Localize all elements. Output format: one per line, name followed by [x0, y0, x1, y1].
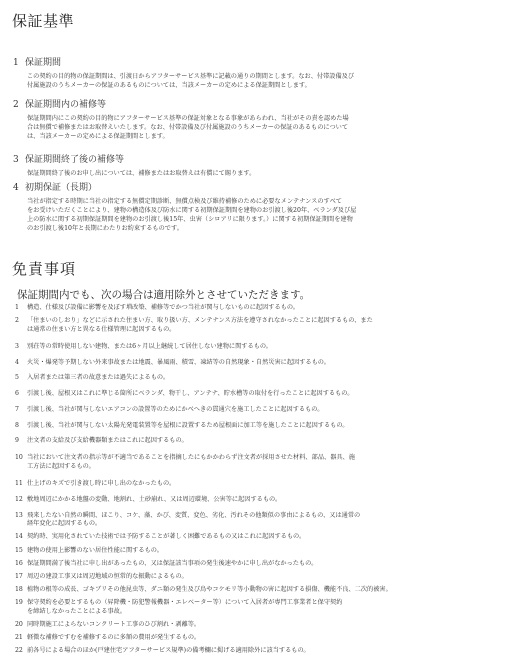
exemption-text: 仕上げのキズで引き渡し時に申し出のなかったもの。 — [27, 480, 176, 488]
exemption-item — [15, 390, 520, 399]
section-number: 2 — [13, 100, 19, 110]
exemption-text: 構造、仕様及び設備に影響を及ぼす増改築、補修等でかつ当社が関与しないものに起因するもの。 — [27, 304, 299, 311]
exemption-text: 同時期施工によらないコンクリート工事のひび割れ・剥離等。 — [27, 621, 201, 629]
exemption-number: 15 — [15, 546, 23, 554]
exemption-item — [15, 647, 520, 656]
exemption-item — [15, 422, 520, 431]
section-number: 1 — [13, 58, 19, 68]
exemption-number: 7 — [15, 405, 19, 413]
exemption-item — [15, 533, 520, 542]
exemption-number: 4 — [15, 358, 19, 366]
exemption-number: 6 — [15, 390, 19, 398]
exemption-number: 18 — [15, 586, 23, 594]
exemption-number: 14 — [15, 533, 23, 541]
exemption-item — [15, 496, 520, 505]
section-heading — [13, 183, 518, 194]
exemption-item — [15, 343, 520, 352]
exemption-text: 敷地周辺にかかる地盤の変動、地割れ、土砂崩れ、又は周辺環境、公害等に起因するもの。 — [27, 495, 282, 503]
section-body: この契約の目的物の保証期間は、引渡日からアフターサービス基準に記載の通りの期間とします。なお、付帯設備及び 付属施設のうちメーカーの保証のあるものについては、当該メーカーの定めによる保証期間とします。 — [27, 73, 355, 89]
exemption-item — [15, 454, 520, 471]
exemption-text: 注文者の支給及び支給機器類またはこれに起因するもの。 — [27, 437, 188, 445]
exemption-number: 3 — [15, 342, 19, 350]
section-number: 4 — [13, 183, 19, 193]
section-heading — [13, 155, 518, 166]
exemption-item — [15, 374, 520, 383]
exemption-text: 建物の使用上影響のない居住性能に関するもの。 — [27, 546, 163, 554]
exemptions-list — [15, 304, 520, 656]
section-title: 保証期間 — [25, 58, 62, 68]
exemption-text: 火災・爆発等予期しない外来事故または地震、暴風雨、積雪、凍結等の自然現象・自然災害に起因するもの。 — [27, 358, 330, 366]
exemptions-intro: 保証期間内でも、次の場合は適用除外とさせていただきます。 — [17, 289, 311, 301]
exemption-number: 19 — [15, 599, 23, 607]
exemption-item — [15, 480, 520, 489]
exemption-item — [15, 599, 520, 616]
exemption-item — [15, 573, 520, 582]
section-body: 当社が指定する時期に当社の指定する無償定期診断、無償点検及び維持補修のために必要なメンテナンスのすべて をお受けいただくことにより、建物の構造体及び防水に関する初期保証期間を建物のお引渡し後20年、ベランダ及び屋 上の防水に関する初期保証期間を建物のお引渡し後15年、虫害（シロアリに限ります。）に関する初期保証期間を建物 のお引渡し後10年と長期にわたりお約束するものです。 — [27, 198, 357, 232]
section-title: 保証期間終了後の補修等 — [25, 155, 125, 165]
exemption-text: 軽微な補修ですむを補修するのに多額の費用が発生するもの。 — [27, 634, 201, 642]
exemption-item — [15, 547, 520, 556]
exemption-number: 9 — [15, 437, 19, 445]
exemption-item — [15, 634, 520, 643]
section-repair-within-period — [13, 100, 518, 141]
exemption-number: 5 — [15, 374, 19, 382]
exemptions-title: 免責事項 — [12, 260, 77, 278]
exemption-number: 11 — [15, 480, 23, 488]
exemption-text: 「住まいのしおり」などに示された住まい方、取り扱い方、メンテナンス方法を遵守されなかったことに起因するもの、また は通常の住まい方と異なる仕様管理に起因するもの。 — [27, 317, 373, 333]
exemption-text: 契約時、実用化されていた技術では予防することが著しく困難であるもの又はこれに起因するもの。 — [27, 533, 306, 541]
exemption-number: 13 — [15, 511, 23, 519]
exemption-text: 保守契約を必要とするもの（昇降機・防犯警報機器・エレベーター等）について入居者が専門工事業者と保守契約 を締結しなかったことによる事故。 — [27, 599, 343, 615]
exemption-item — [15, 560, 520, 569]
section-heading — [13, 100, 518, 111]
exemption-number: 2 — [15, 317, 19, 325]
exemption-text: 入居者または第三者の故意または過失によるもの。 — [27, 374, 170, 382]
exemption-number: 21 — [15, 634, 23, 642]
section-repair-after-period — [13, 155, 518, 178]
exemption-text: 前各号による場合のほか(戸建住宅アフターサービス規準)の備考欄に掲げる適用除外に該当するもの。 — [27, 647, 310, 655]
exemption-text: 保証期間満了後当社に申し出があったもの、又は保証該当事項の発生後速やかに申し出がなかったもの。 — [27, 559, 318, 567]
exemption-text: 当社において注文者の指示等が不適当であることを指摘したにもかかわらず注文者が採用させた材料、部品、器具、施 工方法に起因するもの。 — [27, 454, 355, 471]
exemption-item — [15, 359, 520, 368]
exemption-text: 別荘等の常時使用しない建物、または6ヶ月以上継続して居住しない建物に関するもの。 — [27, 342, 272, 350]
exemption-item — [15, 621, 520, 630]
exemption-number: 8 — [15, 421, 19, 429]
section-number: 3 — [13, 155, 19, 165]
section-body: 保証期間内にこの契約の目的物にアフターサービス基準の保証対象となる事象があらわれ、当社がその責を認めた場 合は無償で補修またはお取替えいたします。なお、付帯設備及び付属施設のうちメーカーの保証のあるものについて は、当該メーカーの定めによる保証期間とします。 — [27, 115, 349, 140]
exemption-item — [15, 586, 520, 595]
exemption-text: 引渡し後、屋根又はこれに準じる箇所にベランダ、物干し、アンテナ、貯水槽等の取付を行ったことに起因するもの。 — [27, 390, 354, 398]
exemption-item — [15, 304, 520, 313]
exemption-item — [15, 512, 520, 529]
exemption-number: 12 — [15, 495, 23, 503]
exemption-item — [15, 406, 520, 415]
exemption-number: 22 — [15, 647, 23, 655]
exemption-number: 16 — [15, 559, 23, 567]
exemption-text: 植物の根等の成長、ゴキブリその他昆虫等、ダニ類の発生及び鳥やコケモリ等小動物の害に起因する損傷、機能不良、二次的被害。 — [27, 586, 392, 594]
exemption-text: 引渡し後、当社が関与しないエアコンの設置等のためにかべへきの貫通穴を施工したことに起因するもの。 — [27, 405, 324, 413]
exemption-number: 1 — [15, 304, 19, 311]
section-initial-long-term-warranty — [13, 183, 518, 233]
exemption-text: 飛来したない自然の瞬間、ほこり、コケ、藻、かび、変質、変色、劣化、汚れその他類似の事由によるもの、又は通常の 経年変化に起因するもの。 — [27, 511, 361, 528]
exemption-number: 10 — [15, 454, 23, 462]
exemption-item — [15, 437, 520, 446]
exemption-number: 20 — [15, 621, 23, 629]
section-title: 保証期間内の補修等 — [25, 100, 107, 110]
exemption-text: 引渡し後、当社が関与しない太陽光発電装置等を屋根に設置するため屋根面に加工等を施したことに起因するもの。 — [27, 421, 349, 429]
section-body: 保証期間終了後のお申し出については、補修またはお取替えは有償にて賜ります。 — [27, 170, 256, 177]
exemption-item — [15, 317, 520, 334]
exemption-number: 17 — [15, 572, 23, 580]
warranty-standards-title: 保証基準 — [12, 12, 75, 30]
exemption-text: 周辺の建設工事又は周辺地域の恒常的な振動によるもの。 — [27, 572, 188, 580]
section-heading — [13, 58, 518, 69]
section-warranty-period — [13, 58, 518, 90]
section-title: 初期保証（長期） — [25, 183, 98, 193]
